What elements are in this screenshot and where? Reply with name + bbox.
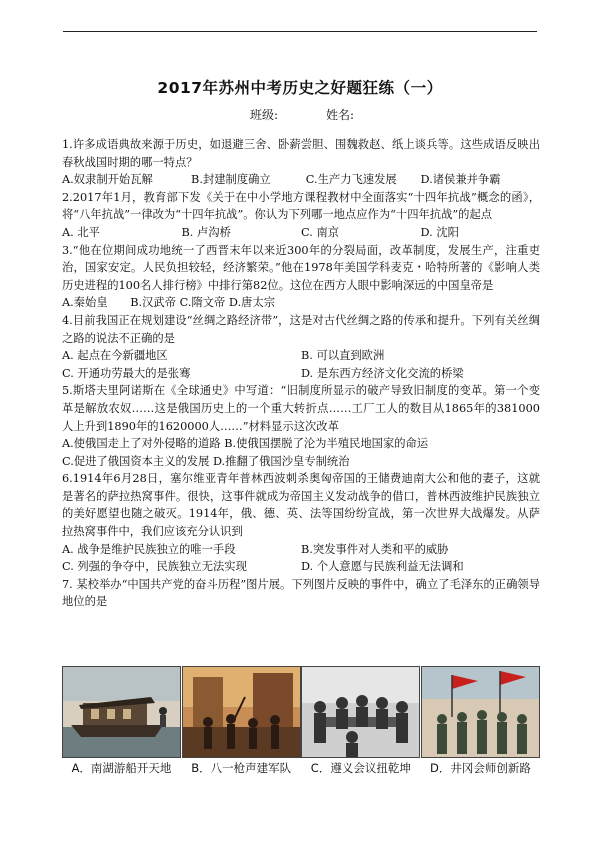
q7-picture-c [301, 666, 420, 758]
q4-options-row2 [62, 365, 540, 383]
q1-option-d: D.诸侯兼并争霸 [420, 173, 501, 187]
q5-stem: 5.斯塔夫里阿诺斯在《全球通史》中写道：“旧制度所显示的破产导致旧制度的变革。第一个变革是解放农奴……这是俄国历史上的一个重大转折点……工厂工人的数目从1865年的381000人上升到1890年的1620000人……”材料显示这次改革 [62, 384, 540, 433]
q7-caption-d: D．井冈会师创新路 [430, 761, 531, 775]
q3-options: A.秦始皇 B.汉武帝 C.隋文帝 D.唐太宗 [62, 296, 276, 310]
q7-picture-a [62, 666, 181, 758]
q1-option-b: B.封建制度确立 [191, 173, 271, 187]
q1-options [62, 171, 540, 189]
q4-options-row1 [62, 347, 540, 365]
q7-captions [62, 760, 540, 776]
q2-stem: 2.2017年1月，教育部下发《关于在中小学地方课程教材中全面落实“十四年抗战”概念的函》，将“八年抗战”一律改为“十四年抗战”。你认为下列哪一地点应作为“十四年抗战”的起点 [62, 190, 540, 222]
q2-option-a: A. 北平 [62, 225, 100, 239]
page-title: 2017年苏州中考历史之好题狂练（一） [157, 79, 443, 97]
q1-stem: 1.许多成语典故来源于历史，如退避三舍、卧薪尝胆、围魏救赵、纸上谈兵等。这些成语反映出春秋战国时期的哪一特点？ [62, 138, 540, 169]
question-list [62, 136, 540, 611]
q5-options-row2: C.促进了俄国资本主义的发展 D.推翻了俄国沙皇专制统治 [62, 454, 350, 468]
q2-option-b: B. 卢沟桥 [181, 225, 231, 239]
q1-option-c: C.生产力飞速发展 [305, 173, 397, 187]
q4-option-b: B. 可以直到欧洲 [301, 349, 385, 363]
class-name-line [250, 106, 354, 123]
q4-option-c: C. 开通功劳最大的是张骞 [62, 366, 191, 380]
q7-stem: 7. 某校举办“中国共产党的奋斗历程”图片展。下列图片反映的事件中，确立了毛泽东的正确领导地位的是 [62, 577, 540, 609]
q4-option-d: D. 是东西方经济文化交流的桥梁 [301, 366, 464, 380]
q7-caption-b: B．八一枪声建军队 [191, 761, 292, 775]
q6-stem: 6.1914年6月28日，塞尔维亚青年普林西波刺杀奥匈帝国的王储费迪南大公和他的妻子，这就是著名的萨拉热窝事件。很快，这事件就成为帝国主义发动战争的借口，普林西波维护民族独立的美好愿望也随之破灭。1914年，俄、德、英、法等国纷纷宣战，第一次世界大战爆发。从萨拉热窝事件中，我们应该充分认识到 [62, 472, 540, 539]
q6-option-b: B.突发事件对人类和平的威胁 [301, 542, 449, 556]
top-rule [63, 31, 537, 32]
q7-caption-c: C．遵义会议扭乾坤 [310, 761, 411, 775]
q4-stem: 4.目前我国正在规划建设“丝绸之路经济带”，这是对古代丝绸之路的传承和提升。下列有关丝绸之路的说法不正确的是 [62, 313, 540, 345]
class-label: 班级: [250, 108, 279, 122]
q6-options-row2 [62, 558, 540, 576]
q2-option-c: C. 南京 [301, 225, 340, 239]
q5-options-row1: A.使俄国走上了对外侵略的道路 B.使俄国摆脱了沦为半殖民地国家的命运 [62, 437, 429, 451]
q6-options-row1 [62, 541, 540, 559]
q4-option-a: A. 起点在今新疆地区 [62, 349, 168, 363]
q2-options [62, 224, 540, 242]
q6-option-a: A. 战争是维护民族独立的唯一手段 [62, 542, 236, 556]
name-label: 姓名: [326, 108, 355, 122]
q2-option-d: D. 沈阳 [420, 225, 459, 239]
q3-stem: 3.“他在位期间成功地统一了西晋末年以来近300年的分裂局面，改革制度，发展生产，注重吏治，国家安定。人民负担较轻，经济繁荣。”他在1978年美国学科麦克・哈特所著的《影响人类历史进程的100名人排行榜》中排行第82位。这位在西方人眼中影响深远的中国皇帝是 [62, 243, 540, 292]
q6-option-c: C. 列强的争夺中，民族独立无法实现 [62, 560, 247, 574]
q7-picture-d [421, 666, 540, 758]
q7-caption-a: A．南湖游船开天地 [71, 761, 172, 775]
q7-picture-b [182, 666, 301, 758]
q1-option-a: A.奴隶制开始瓦解 [62, 173, 153, 187]
q6-option-d: D. 个人意愿与民族利益无法调和 [301, 560, 464, 574]
